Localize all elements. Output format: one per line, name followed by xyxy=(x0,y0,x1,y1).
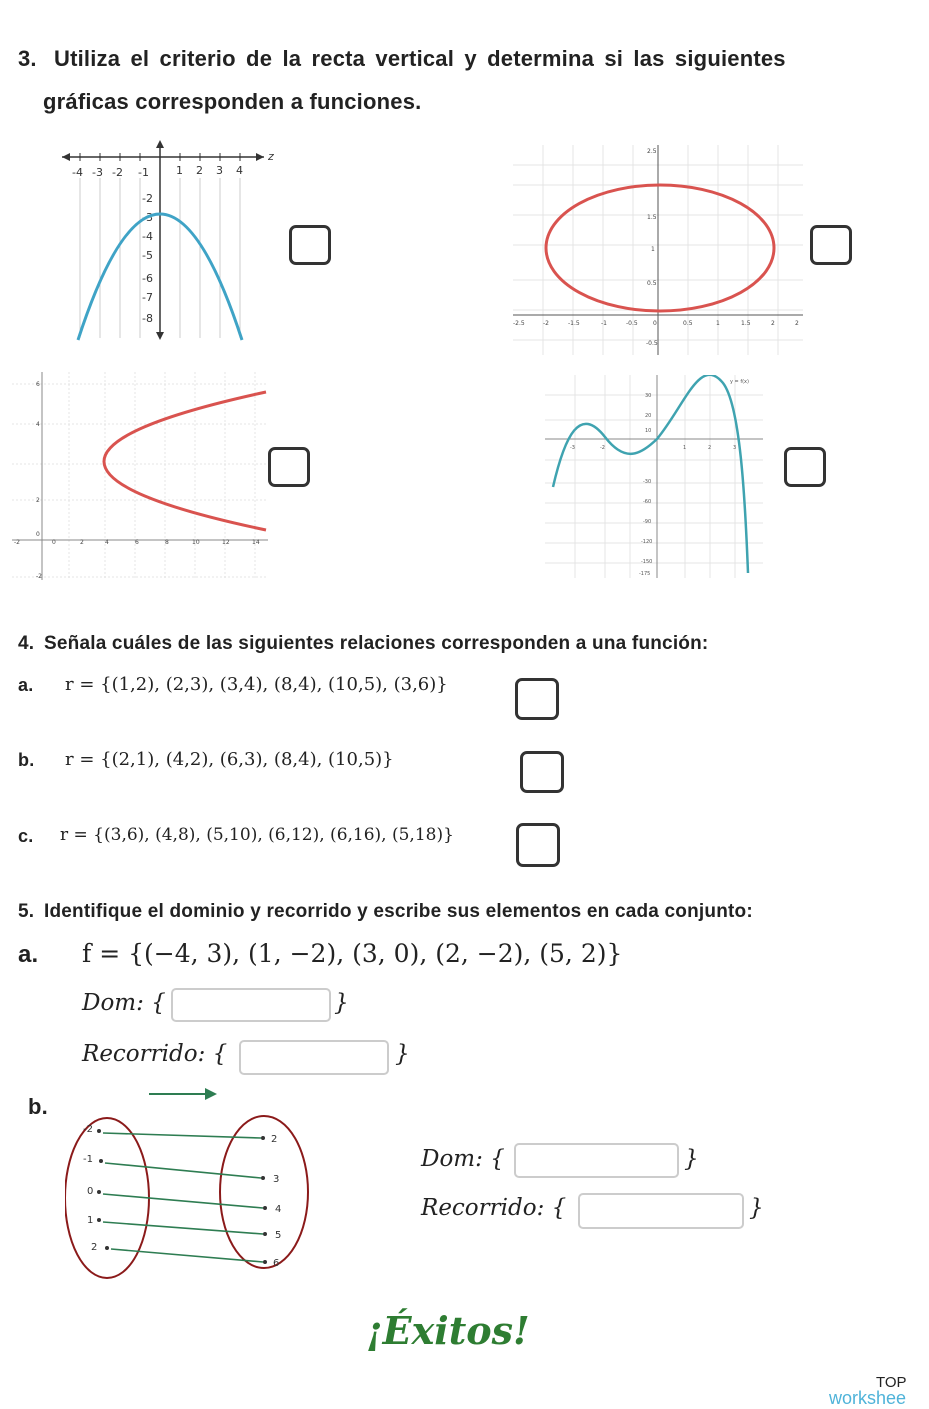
checkbox-graph3[interactable] xyxy=(268,447,310,487)
q5b-dom-close: } xyxy=(684,1146,699,1172)
g4-ytick: -30 xyxy=(643,479,652,485)
checkbox-graph4[interactable] xyxy=(784,447,826,487)
g4-ytick: 30 xyxy=(645,393,652,399)
g2-ytick: 1.5 xyxy=(647,214,657,221)
q3-line1: Utiliza el criterio de la recta vertical y determina si las siguientes xyxy=(54,46,786,71)
q5a-rec-close: } xyxy=(395,1041,410,1067)
graph-parabola xyxy=(58,138,274,344)
range-value: 6 xyxy=(273,1258,280,1269)
g3-xtick: 14 xyxy=(252,539,260,546)
g4-ytick: -90 xyxy=(643,519,652,525)
g3-ytick: 6 xyxy=(36,381,40,388)
q5-title: Identifique el dominio y recorrido y escribe sus elementos en cada conjunto: xyxy=(44,901,753,922)
g2-ytick: 0.5 xyxy=(647,280,657,287)
g2-xtick: -2.5 xyxy=(513,320,525,327)
range-value: 3 xyxy=(273,1174,280,1185)
q4-number: 4. xyxy=(18,633,35,654)
g1-axis-label: z xyxy=(268,150,274,163)
range-value: 4 xyxy=(275,1204,282,1215)
g1-xtick: -3 xyxy=(92,166,103,179)
q5a-rec-input[interactable] xyxy=(239,1040,389,1075)
checkbox-q4a[interactable] xyxy=(515,678,559,720)
g1-xtick: 2 xyxy=(196,164,203,177)
q5b-dom-input[interactable] xyxy=(514,1143,679,1178)
q5a-dom-close: } xyxy=(334,990,349,1016)
g3-xtick: 12 xyxy=(222,539,230,546)
q5b-rec-close: } xyxy=(749,1195,764,1221)
q5b-rec-input[interactable] xyxy=(578,1193,744,1229)
g4-xtick: 2 xyxy=(708,445,712,451)
g1-ytick: -2 xyxy=(142,192,153,205)
g1-ytick: -7 xyxy=(142,291,153,304)
g1-xtick: -4 xyxy=(72,166,83,179)
q5a-dom-label: Dom: { xyxy=(82,990,166,1016)
q4c-expr: r = {(3,6), (4,8), (5,10), (6,12), (6,16), (5,18)} xyxy=(60,825,454,845)
g2-xtick: 1.5 xyxy=(741,320,751,327)
g4-xtick: -2 xyxy=(600,445,605,451)
sideways-parabola-curve xyxy=(104,392,266,530)
q5a-rec-label: Recorrido: { xyxy=(82,1041,228,1067)
q5a-function: f = {(−4, 3), (1, −2), (3, 0), (2, −2), (5, 2)} xyxy=(82,939,623,968)
graph-polynomial xyxy=(545,375,765,580)
q4b-letter: b. xyxy=(18,750,35,770)
g1-xtick: 3 xyxy=(216,164,223,177)
g4-xtick: -3 xyxy=(570,445,575,451)
checkbox-q4c[interactable] xyxy=(516,823,560,867)
brand-logo: workshee xyxy=(829,1388,907,1408)
domain-value: 1 xyxy=(87,1215,94,1226)
graph-ellipse xyxy=(513,145,805,357)
g2-xtick: -2 xyxy=(543,320,549,327)
g3-xtick: 0 xyxy=(52,539,56,546)
g4-ytick: -120 xyxy=(641,539,653,545)
g1-ytick: -4 xyxy=(142,230,153,243)
g3-xtick: 10 xyxy=(192,539,200,546)
g2-xtick: 0.5 xyxy=(683,320,693,327)
q5b-dom-label: Dom: { xyxy=(421,1146,505,1172)
brand-top: TOP xyxy=(876,1374,907,1391)
q5-number: 5. xyxy=(18,901,35,922)
mapping-diagram xyxy=(65,1086,315,1282)
g3-xtick: 2 xyxy=(80,539,84,546)
g1-ytick: -3 xyxy=(142,211,153,224)
q4c-letter: c. xyxy=(18,826,34,846)
q3-number: 3. xyxy=(18,46,37,71)
g1-xtick: -1 xyxy=(138,166,149,179)
closing-message: ¡Éxitos! xyxy=(366,1308,530,1353)
g2-ytick: -0.5 xyxy=(646,340,658,347)
q5b-rec-label: Recorrido: { xyxy=(421,1195,567,1221)
g2-xtick: -0.5 xyxy=(626,320,638,327)
g3-ytick: 2 xyxy=(36,497,40,504)
range-value: 2 xyxy=(271,1134,278,1145)
g3-ytick: 4 xyxy=(36,421,40,428)
g4-ytick: -60 xyxy=(643,499,652,505)
g4-xtick: 1 xyxy=(683,445,687,451)
g3-xtick: 4 xyxy=(105,539,109,546)
q5a-letter: a. xyxy=(18,941,39,968)
g2-ytick: 2.5 xyxy=(647,148,657,155)
checkbox-q4b[interactable] xyxy=(520,751,564,793)
g2-xtick: 1 xyxy=(716,320,720,327)
q5a-dom-input[interactable] xyxy=(171,988,331,1022)
g2-xtick: -1.5 xyxy=(568,320,580,327)
g4-ytick: 20 xyxy=(645,413,652,419)
g1-ytick: -6 xyxy=(142,272,153,285)
q4a-letter: a. xyxy=(18,675,34,695)
g4-legend: y = f(x) xyxy=(730,379,749,385)
q3-line2: gráficas corresponden a funciones. xyxy=(43,89,422,114)
domain-value: -1 xyxy=(83,1154,93,1165)
g3-ytick: 0 xyxy=(36,531,40,538)
g2-ytick: 1 xyxy=(651,246,655,253)
q4-title: Señala cuáles de las siguientes relaciones corresponden a una función: xyxy=(44,633,709,654)
g3-xtick: -2 xyxy=(14,539,20,546)
range-value: 5 xyxy=(275,1230,282,1241)
checkbox-graph2[interactable] xyxy=(810,225,852,265)
domain-set-oval xyxy=(65,1118,149,1278)
g2-xtick: 2 xyxy=(795,320,799,327)
g3-ytick: -2 xyxy=(36,573,42,580)
g2-xtick: 0 xyxy=(653,320,657,327)
g2-xtick: -1 xyxy=(601,320,607,327)
ellipse-curve xyxy=(546,185,774,311)
g2-xtick: 2 xyxy=(771,320,775,327)
g1-xtick: -2 xyxy=(112,166,123,179)
g3-xtick: 6 xyxy=(135,539,139,546)
q4a-expr: r = {(1,2), (2,3), (3,4), (8,4), (10,5), (3,6)} xyxy=(65,674,448,695)
q5b-letter: b. xyxy=(28,1094,48,1119)
g1-xtick: 1 xyxy=(176,164,183,177)
q4b-expr: r = {(2,1), (4,2), (6,3), (8,4), (10,5)} xyxy=(65,749,394,770)
g1-ytick: -5 xyxy=(142,249,153,262)
checkbox-graph1[interactable] xyxy=(289,225,331,265)
g1-ytick: -8 xyxy=(142,312,153,325)
g4-ytick: 10 xyxy=(645,428,652,434)
domain-value: 0 xyxy=(87,1186,94,1197)
domain-value: -2 xyxy=(83,1124,93,1135)
g4-xtick: 3 xyxy=(733,445,737,451)
g4-ytick: -150 xyxy=(641,559,653,565)
domain-value: 2 xyxy=(91,1242,98,1253)
g1-xtick: 4 xyxy=(236,164,243,177)
g3-xtick: 8 xyxy=(165,539,169,546)
g4-ytick: -175 xyxy=(639,571,651,577)
graph-sideways-parabola xyxy=(12,372,270,582)
